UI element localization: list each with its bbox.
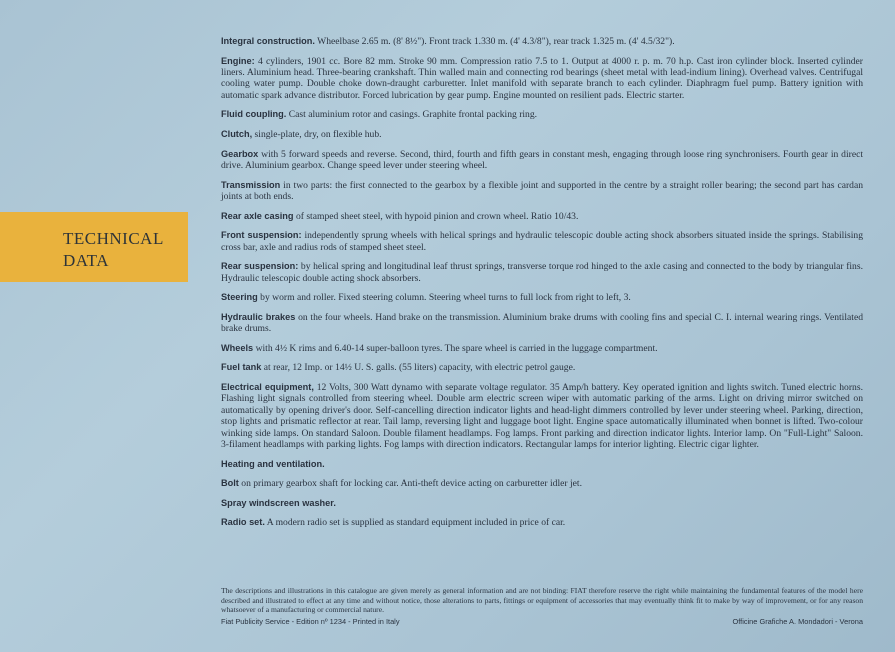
spec-item: Rear suspension: by helical spring and longitudinal leaf thrust springs, transverse torque rod hinged to the axle casing and connected to the body by triangular fins. Hydraulic telescopic double acting shock absorbers.: [221, 261, 863, 284]
spec-list: [221, 36, 863, 537]
spec-item: Hydraulic brakes on the four wheels. Hand brake on the transmission. Aluminium brake drums with cooling fins and special C. I. internal wearing rings. Ventilated brake drums.: [221, 311, 863, 335]
spec-item: Electrical equipment, 12 Volts, 300 Watt dynamo with separate voltage regulator. 35 Amp/h battery. Key operated ignition and lights switch. Tuned electric horns. Flashing light signals controlled from steering wheel. Double arm electric screen wiper with automatic parking of the arms. Light on driving mirror switched on automatically by opening driver's door. Self-cancelling direction indicator lights and head-light dimmers controlled by lever under steering wheel. Parking, direction, stop lights and prismatic reflector at rear. Tail lamp, reversing light and luggage boot light. Engine space automatically illuminated when bonnet is lifted. Two-colour winking side lamps. On standard Saloon. Double filament headlamps. Fog lamps. Front parking and direction indicator lights. Interior lamp. On "Full-Light" Saloon. 3-filament headlamps with parking lights. Fog lamps with direction indicators. Rectangular lamps for interior lighting. Electric cigar lighter.: [221, 381, 863, 450]
spec-item: Heating and ventilation.: [221, 458, 325, 469]
spec-item: Fluid coupling. Cast aluminium rotor and casings. Graphite frontal packing ring.: [221, 109, 538, 121]
spec-item: Gearbox with 5 forward speeds and reverse. Second, third, fourth and fifth gears in constant mesh, engaging through loose ring synchronisers. Fourth gear in direct drive. Aluminium gearbox. Change speed lever under steering wheel.: [221, 148, 864, 171]
spec-item: Spray windscreen washer.: [221, 497, 336, 508]
disclaimer: The descriptions and illustrations in this catalogue are given merely as general information and are not binding: FIAT therefore reserve the right while maintaining the fundamental features of the model here described and illustrated to effect at any time and without notice, those alterations to parts, fittings or equipment of accessories that may eventually think fit to make by way of improvement, or for any reason whatsoever of a manufacturing or commercial nature.: [221, 586, 863, 615]
section-title: TECHNICAL DATA: [63, 229, 164, 270]
spec-item: Steering by worm and roller. Fixed steering column. Steering wheel turns to full lock from right to left, 3.: [221, 292, 631, 304]
spec-item: Integral construction. Wheelbase 2.65 m. (8' 8½"). Front track 1.330 m. (4' 4.3/8"), rear track 1.325 m. (4' 4.5/32").: [221, 36, 675, 47]
spec-item: Rear axle casing of stamped sheet steel, with hypoid pinion and crown wheel. Ratio 10/43.: [221, 210, 579, 222]
spec-item: Engine: 4 cylinders, 1901 cc. Bore 82 mm. Stroke 90 mm. Compression ratio 7.5 to 1. Output at 4000 r. p. m. 70 h.p. Cast iron cylinder block. Inserted cylinder liners. Aluminium head. Three-bearing crankshaft. Thin walled main and connecting rod bearings (sheet metal with lead-indium lining). Overhead valves. Centrifugal cooling water pump. Double choke down-draught carburetter. Inlet manifold with separate branch to each cylinder. Diaphragm fuel pump. Battery ignition with automatic spark advance distributor. Forced lubrication by gear pump. Engine mounted on resilient pads. Electric starter.: [221, 55, 863, 101]
spec-item: Front suspension: independently sprung wheels with helical springs and hydraulic telescopic double acting shock absorbers situated inside the springs. Stabilising cross bar, axle and radius rods of stamped sheet steel.: [221, 230, 863, 253]
spec-item: Fuel tank at rear, 12 Imp. or 14½ U. S. galls. (55 liters) capacity, with electric petrol gauge.: [221, 362, 576, 374]
printer-note: Officine Grafiche A. Mondadori - Verona: [732, 617, 863, 626]
publisher-note: Fiat Publicity Service - Edition nº 1234 - Printed in Italy: [221, 617, 400, 626]
technical-data-label: [0, 212, 188, 282]
spec-item: Clutch, single-plate, dry, on flexible hub.: [221, 129, 382, 140]
spec-item: Transmission in two parts: the first connected to the gearbox by a flexible joint and supported in the centre by a straight roller bearing; the second part has cardan joints at both ends.: [221, 179, 864, 202]
spec-item: Bolt on primary gearbox shaft for locking car. Anti-theft device acting on carburetter idler jet.: [221, 478, 582, 490]
spec-item: Radio set. A modern radio set is supplied as standard equipment included in price of car.: [221, 517, 566, 529]
spec-item: Wheels with 4½ K rims and 6.40-14 super-balloon tyres. The spare wheel is carried in the luggage compartment.: [221, 342, 658, 354]
